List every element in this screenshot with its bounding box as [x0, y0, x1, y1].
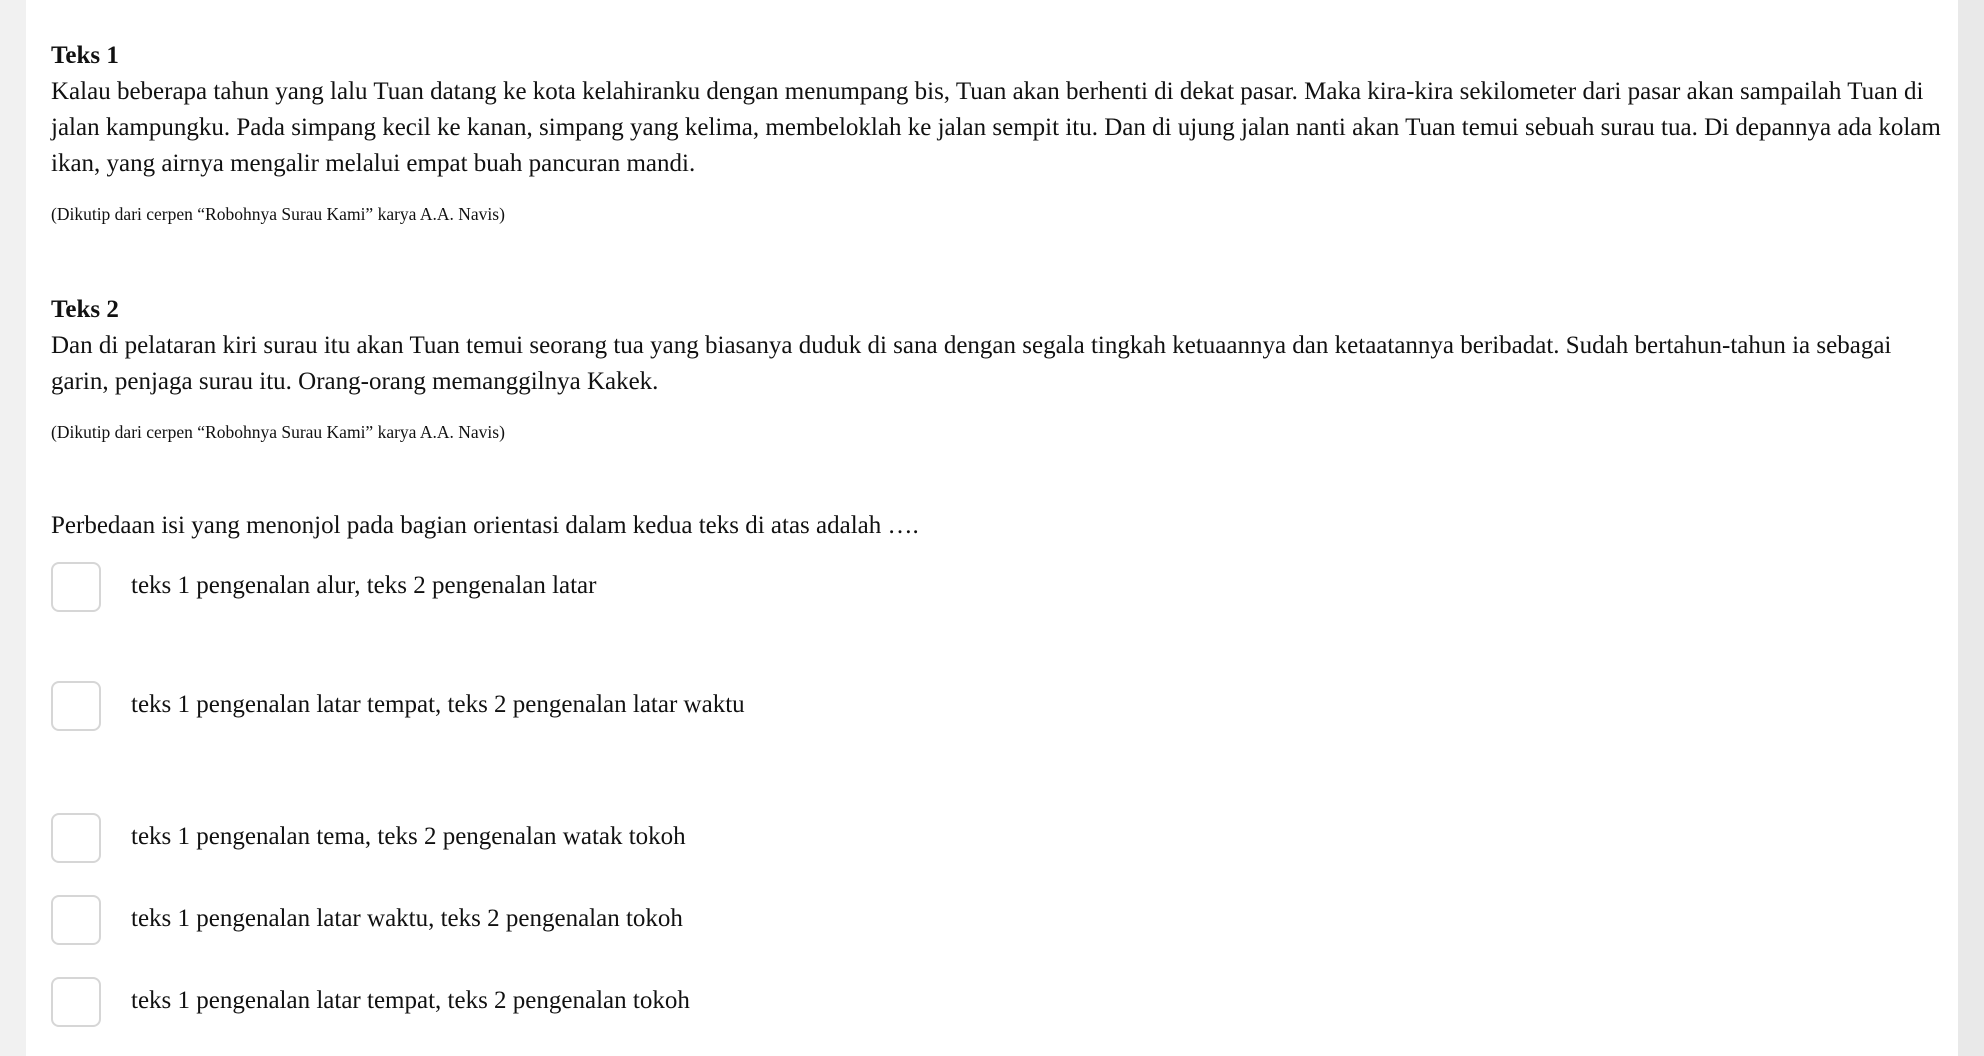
- answer-option[interactable]: [51, 562, 1251, 612]
- option-label: teks 1 pengenalan latar waktu, teks 2 pengenalan tokoh: [131, 905, 683, 932]
- left-margin: [0, 0, 26, 1056]
- text-2-source: (Dikutip dari cerpen “Robohnya Surau Kami” karya A.A. Navis): [51, 422, 505, 442]
- option-checkbox[interactable]: [51, 977, 101, 1027]
- question-content: [51, 38, 1951, 544]
- option-label: teks 1 pengenalan latar tempat, teks 2 pengenalan latar waktu: [131, 691, 745, 718]
- text-2-body: Dan di pelataran kiri surau itu akan Tuan temui seorang tua yang biasanya duduk di sana dengan segala tingkah ketuaannya dan ketaatannya beribadat. Sudah bertahun-tahun ia sebagai garin, penjaga surau itu. Orang-orang memanggilnya Kakek.: [51, 332, 1892, 395]
- text-1-title: Teks 1: [51, 42, 119, 69]
- question-page: [26, 0, 1958, 1056]
- answer-option[interactable]: [51, 813, 1251, 863]
- option-label: teks 1 pengenalan latar tempat, teks 2 pengenalan tokoh: [131, 987, 690, 1014]
- option-checkbox[interactable]: [51, 895, 101, 945]
- right-scroll-rail[interactable]: [1958, 0, 1984, 1056]
- answer-option[interactable]: [51, 681, 1251, 731]
- option-label: teks 1 pengenalan alur, teks 2 pengenalan latar: [131, 572, 597, 599]
- text-1-body: Kalau beberapa tahun yang lalu Tuan datang ke kota kelahiranku dengan menumpang bis, Tuan akan berhenti di dekat pasar. Maka kira-kira sekilometer dari pasar akan sampailah Tuan di jalan kampungku. Pada simpang kecil ke kanan, simpang yang kelima, membeloklah ke jalan sempit itu. Dan di ujung jalan nanti akan Tuan temui sebuah surau tua. Di depannya ada kolam ikan, yang airnya mengalir melalui empat buah pancuran mandi.: [51, 78, 1941, 177]
- option-label: teks 1 pengenalan tema, teks 2 pengenalan watak tokoh: [131, 823, 686, 850]
- answer-option[interactable]: [51, 977, 1251, 1027]
- question-prompt: Perbedaan isi yang menonjol pada bagian orientasi dalam kedua teks di atas adalah ….: [51, 512, 919, 539]
- option-checkbox[interactable]: [51, 562, 101, 612]
- text-2-title: Teks 2: [51, 296, 119, 323]
- option-checkbox[interactable]: [51, 813, 101, 863]
- answer-option[interactable]: [51, 895, 1251, 945]
- text-2-block: [51, 292, 1951, 444]
- text-1-source: (Dikutip dari cerpen “Robohnya Surau Kami” karya A.A. Navis): [51, 204, 505, 224]
- text-1-block: [51, 38, 1951, 226]
- option-checkbox[interactable]: [51, 681, 101, 731]
